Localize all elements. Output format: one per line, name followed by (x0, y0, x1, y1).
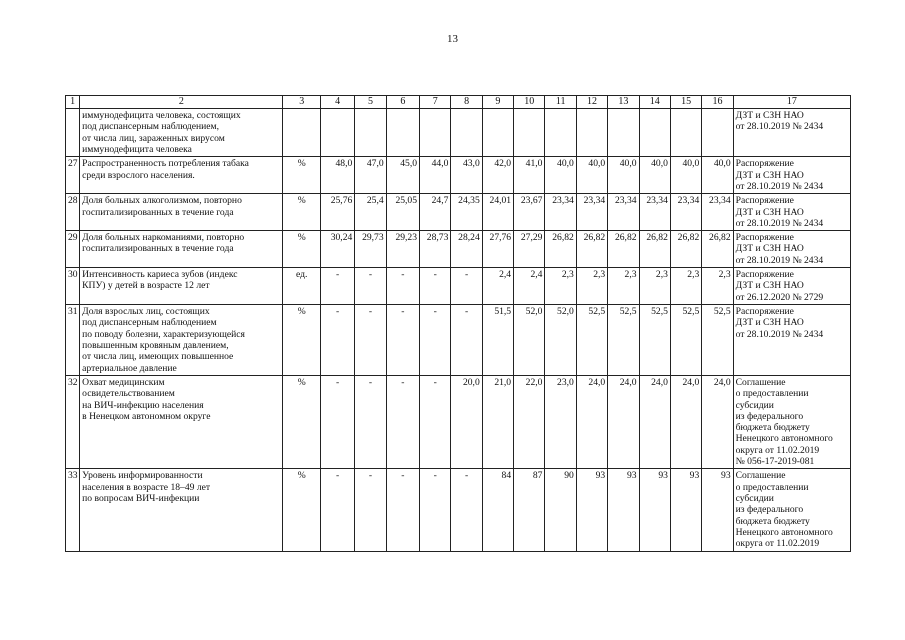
value-cell: 24,0 (702, 375, 733, 469)
table-row (66, 157, 851, 194)
unit-cell: ед. (283, 268, 320, 305)
source-line: ДЗТ и СЗН НАО (735, 169, 804, 181)
source-document (733, 157, 850, 194)
unit-cell: % (283, 157, 320, 194)
source-line: из федерального (735, 410, 804, 422)
table-row (66, 231, 851, 268)
value-cell: - (320, 268, 354, 305)
value-cell: 2,3 (576, 268, 607, 305)
header-cell: 11 (545, 96, 576, 109)
table-body (66, 96, 851, 552)
value-cell: 20,0 (451, 375, 482, 469)
row-index (66, 109, 80, 157)
value-cell: - (355, 268, 386, 305)
value-cell: 26,82 (670, 231, 701, 268)
value-cell: 52,0 (545, 305, 576, 376)
indicator-name-line: среди взрослого населения. (82, 169, 195, 181)
indicators-table (65, 95, 851, 552)
value-cell: 23,34 (639, 194, 670, 231)
indicator-name (80, 268, 283, 305)
value-cell: 24,7 (420, 194, 451, 231)
indicator-name (80, 469, 283, 551)
value-cell: 23,67 (514, 194, 545, 231)
value-cell: 90 (545, 469, 576, 551)
value-cell: 93 (639, 469, 670, 551)
indicator-name-line: в Ненецком автономном округе (82, 410, 211, 422)
value-cell: 23,34 (702, 194, 733, 231)
source-line: ДЗТ и СЗН НАО (735, 110, 804, 121)
value-cell: 26,82 (576, 231, 607, 268)
value-cell (545, 109, 576, 157)
value-cell: 93 (670, 469, 701, 551)
indicator-name-line: Доля взрослых лиц, состоящих (82, 306, 210, 317)
value-cell: 26,82 (608, 231, 639, 268)
source-line: Распоряжение (735, 195, 794, 207)
header-cell: 3 (283, 96, 320, 109)
source-line: Ненецкого автономного (735, 433, 833, 445)
source-line: субсидии (735, 399, 774, 411)
indicator-name-line: иммунодефицита человека (82, 143, 192, 155)
source-line: ДЗТ и СЗН НАО (735, 206, 804, 218)
value-cell: 52,5 (702, 305, 733, 376)
value-cell: 43,0 (451, 157, 482, 194)
indicator-name-line: под диспансерным наблюдением, (82, 121, 220, 133)
value-cell: 28,73 (420, 231, 451, 268)
indicator-name-line: Распространенность потребления табака (82, 158, 249, 170)
source-line: Распоряжение (735, 269, 794, 281)
indicator-name-line: артериальное давление (82, 362, 177, 374)
source-document (733, 305, 850, 376)
value-cell: 2,3 (670, 268, 701, 305)
header-cell: 5 (355, 96, 386, 109)
value-cell: 27,76 (482, 231, 513, 268)
value-cell: 25,76 (320, 194, 354, 231)
indicator-name (80, 194, 283, 231)
value-cell: 52,5 (576, 305, 607, 376)
indicator-name-line: Доля больных алкоголизмом, повторно (82, 195, 242, 207)
value-cell (451, 109, 482, 157)
value-cell: - (451, 268, 482, 305)
value-cell: 2,3 (545, 268, 576, 305)
row-index: 32 (66, 375, 80, 469)
value-cell (702, 109, 733, 157)
header-cell: 7 (420, 96, 451, 109)
table-row (66, 305, 851, 376)
indicator-name-line: под диспансерным наблюдением (82, 317, 217, 329)
source-line: бюджета бюджету (735, 515, 810, 527)
source-line: ДЗТ и СЗН НАО (735, 280, 804, 292)
value-cell: 93 (576, 469, 607, 551)
value-cell: 24,0 (670, 375, 701, 469)
value-cell (639, 109, 670, 157)
header-cell: 17 (733, 96, 850, 109)
source-document (733, 268, 850, 305)
value-cell: 2,4 (514, 268, 545, 305)
indicator-name-line: освидетельствованием (82, 388, 175, 400)
value-cell: - (451, 469, 482, 551)
source-line: Соглашение (735, 470, 786, 482)
indicator-name-line: от числа лиц, зараженных вирусом (82, 132, 225, 144)
source-line: о предоставлении (735, 481, 809, 493)
row-index: 28 (66, 194, 80, 231)
value-cell: 26,82 (639, 231, 670, 268)
value-cell: 41,0 (514, 157, 545, 194)
indicator-name-line: по поводу болезни, характеризующейся (82, 328, 245, 340)
value-cell: 48,0 (320, 157, 354, 194)
header-cell: 1 (66, 96, 80, 109)
value-cell: 24,01 (482, 194, 513, 231)
header-cell: 9 (482, 96, 513, 109)
value-cell: - (386, 268, 419, 305)
value-cell: 40,0 (670, 157, 701, 194)
indicator-name-line: населения в возрасте 18–49 лет (82, 481, 211, 493)
value-cell: 25,4 (355, 194, 386, 231)
value-cell: 21,0 (482, 375, 513, 469)
value-cell (576, 109, 607, 157)
source-line: бюджета бюджету (735, 422, 810, 434)
source-line: Распоряжение (735, 232, 794, 244)
value-cell: - (420, 375, 451, 469)
source-line: Распоряжение (735, 306, 794, 317)
source-line: от 28.10.2019 № 2434 (735, 328, 824, 340)
value-cell: 22,0 (514, 375, 545, 469)
value-cell: - (355, 469, 386, 551)
source-line: от 28.10.2019 № 2434 (735, 254, 824, 266)
table-row (66, 109, 851, 157)
table-row (66, 194, 851, 231)
value-cell: - (386, 305, 419, 376)
value-cell: 40,0 (545, 157, 576, 194)
source-line: от 28.10.2019 № 2434 (735, 121, 824, 133)
value-cell: 84 (482, 469, 513, 551)
indicator-name-line: по вопросам ВИЧ-инфекции (82, 493, 200, 504)
source-line: № 056-17-2019-081 (735, 456, 815, 468)
header-cell: 8 (451, 96, 482, 109)
table-row (66, 469, 851, 551)
value-cell: - (355, 305, 386, 376)
indicator-name-line: иммунодефицита человека, состоящих (82, 110, 241, 121)
header-cell: 16 (702, 96, 733, 109)
value-cell: 40,0 (639, 157, 670, 194)
value-cell: 28,24 (451, 231, 482, 268)
value-cell: 25,05 (386, 194, 419, 231)
value-cell (670, 109, 701, 157)
value-cell: - (320, 469, 354, 551)
unit-cell (283, 109, 320, 157)
indicator-name (80, 109, 283, 157)
value-cell: 23,0 (545, 375, 576, 469)
row-index: 33 (66, 469, 80, 551)
value-cell (482, 109, 513, 157)
value-cell (386, 109, 419, 157)
unit-cell: % (283, 194, 320, 231)
value-cell (420, 109, 451, 157)
value-cell: 2,3 (702, 268, 733, 305)
source-line: от 28.10.2019 № 2434 (735, 180, 824, 192)
source-document (733, 375, 850, 469)
unit-cell: % (283, 231, 320, 268)
value-cell: - (355, 375, 386, 469)
source-line: Соглашение (735, 376, 786, 388)
header-cell: 2 (80, 96, 283, 109)
value-cell: - (420, 469, 451, 551)
value-cell: 40,0 (702, 157, 733, 194)
source-document (733, 109, 850, 157)
header-cell: 15 (670, 96, 701, 109)
indicator-name-line: госпитализированных в течение года (82, 243, 234, 255)
source-line: Ненецкого автономного (735, 526, 833, 538)
value-cell: 40,0 (608, 157, 639, 194)
value-cell: 52,5 (670, 305, 701, 376)
value-cell: - (320, 305, 354, 376)
value-cell: - (386, 469, 419, 551)
value-cell: - (420, 305, 451, 376)
header-cell: 14 (639, 96, 670, 109)
value-cell: 2,3 (608, 268, 639, 305)
value-cell: - (320, 375, 354, 469)
indicator-name (80, 375, 283, 469)
value-cell: 24,35 (451, 194, 482, 231)
value-cell: 2,3 (639, 268, 670, 305)
value-cell: 87 (514, 469, 545, 551)
header-cell: 13 (608, 96, 639, 109)
value-cell: - (420, 268, 451, 305)
table-row (66, 375, 851, 469)
value-cell: 26,82 (702, 231, 733, 268)
value-cell: 30,24 (320, 231, 354, 268)
header-cell: 12 (576, 96, 607, 109)
source-document (733, 194, 850, 231)
source-line: от 26.12.2020 № 2729 (735, 291, 824, 303)
indicator-name (80, 157, 283, 194)
value-cell: 23,34 (670, 194, 701, 231)
value-cell: - (386, 375, 419, 469)
source-line: Распоряжение (735, 158, 794, 170)
value-cell: 45,0 (386, 157, 419, 194)
value-cell: 52,5 (608, 305, 639, 376)
source-line: от 28.10.2019 № 2434 (735, 217, 824, 229)
indicator-name-line: Доля больных наркоманиями, повторно (82, 232, 245, 244)
value-cell (355, 109, 386, 157)
source-line: из федерального (735, 504, 804, 516)
value-cell: 52,5 (639, 305, 670, 376)
value-cell: 93 (608, 469, 639, 551)
value-cell (320, 109, 354, 157)
table-row (66, 268, 851, 305)
source-line: ДЗТ и СЗН НАО (735, 243, 804, 255)
row-index: 29 (66, 231, 80, 268)
value-cell: 23,34 (545, 194, 576, 231)
value-cell: 27,29 (514, 231, 545, 268)
value-cell: 24,0 (576, 375, 607, 469)
value-cell: 26,82 (545, 231, 576, 268)
value-cell: 42,0 (482, 157, 513, 194)
source-line: ДЗТ и СЗН НАО (735, 317, 804, 329)
indicator-name-line: госпитализированных в течение года (82, 206, 234, 218)
header-row (66, 96, 851, 109)
indicator-name (80, 231, 283, 268)
unit-cell: % (283, 469, 320, 551)
value-cell: 2,4 (482, 268, 513, 305)
indicator-name-line: от числа лиц, имеющих повышенное (82, 351, 234, 363)
value-cell (608, 109, 639, 157)
value-cell: 24,0 (639, 375, 670, 469)
value-cell: 44,0 (420, 157, 451, 194)
row-index: 30 (66, 268, 80, 305)
indicator-name-line: повышенным кровяным давлением, (82, 339, 229, 351)
indicator-name (80, 305, 283, 376)
row-index: 31 (66, 305, 80, 376)
value-cell: - (451, 305, 482, 376)
value-cell: 47,0 (355, 157, 386, 194)
header-cell: 6 (386, 96, 419, 109)
page-number: 13 (447, 33, 458, 45)
value-cell: 29,73 (355, 231, 386, 268)
source-document (733, 231, 850, 268)
header-cell: 4 (320, 96, 354, 109)
unit-cell: % (283, 375, 320, 469)
source-line: округа от 11.02.2019 (735, 444, 820, 456)
value-cell (514, 109, 545, 157)
value-cell: 40,0 (576, 157, 607, 194)
source-document (733, 469, 850, 551)
source-line: о предоставлении (735, 388, 809, 400)
value-cell: 29,23 (386, 231, 419, 268)
indicator-name-line: Интенсивность кариеса зубов (индекс (82, 269, 238, 281)
source-line: субсидии (735, 493, 774, 504)
value-cell: 52,0 (514, 305, 545, 376)
header-cell: 10 (514, 96, 545, 109)
source-line: округа от 11.02.2019 (735, 538, 820, 550)
value-cell: 23,34 (576, 194, 607, 231)
row-index: 27 (66, 157, 80, 194)
indicator-name-line: на ВИЧ-инфекцию населения (82, 399, 204, 411)
value-cell: 24,0 (608, 375, 639, 469)
indicator-name-line: Охват медицинским (82, 376, 165, 388)
indicator-name-line: Уровень информированности (82, 470, 203, 482)
value-cell: 51,5 (482, 305, 513, 376)
value-cell: 23,34 (608, 194, 639, 231)
indicator-name-line: КПУ) у детей в возрасте 12 лет (82, 280, 210, 292)
value-cell: 93 (702, 469, 733, 551)
unit-cell: % (283, 305, 320, 376)
